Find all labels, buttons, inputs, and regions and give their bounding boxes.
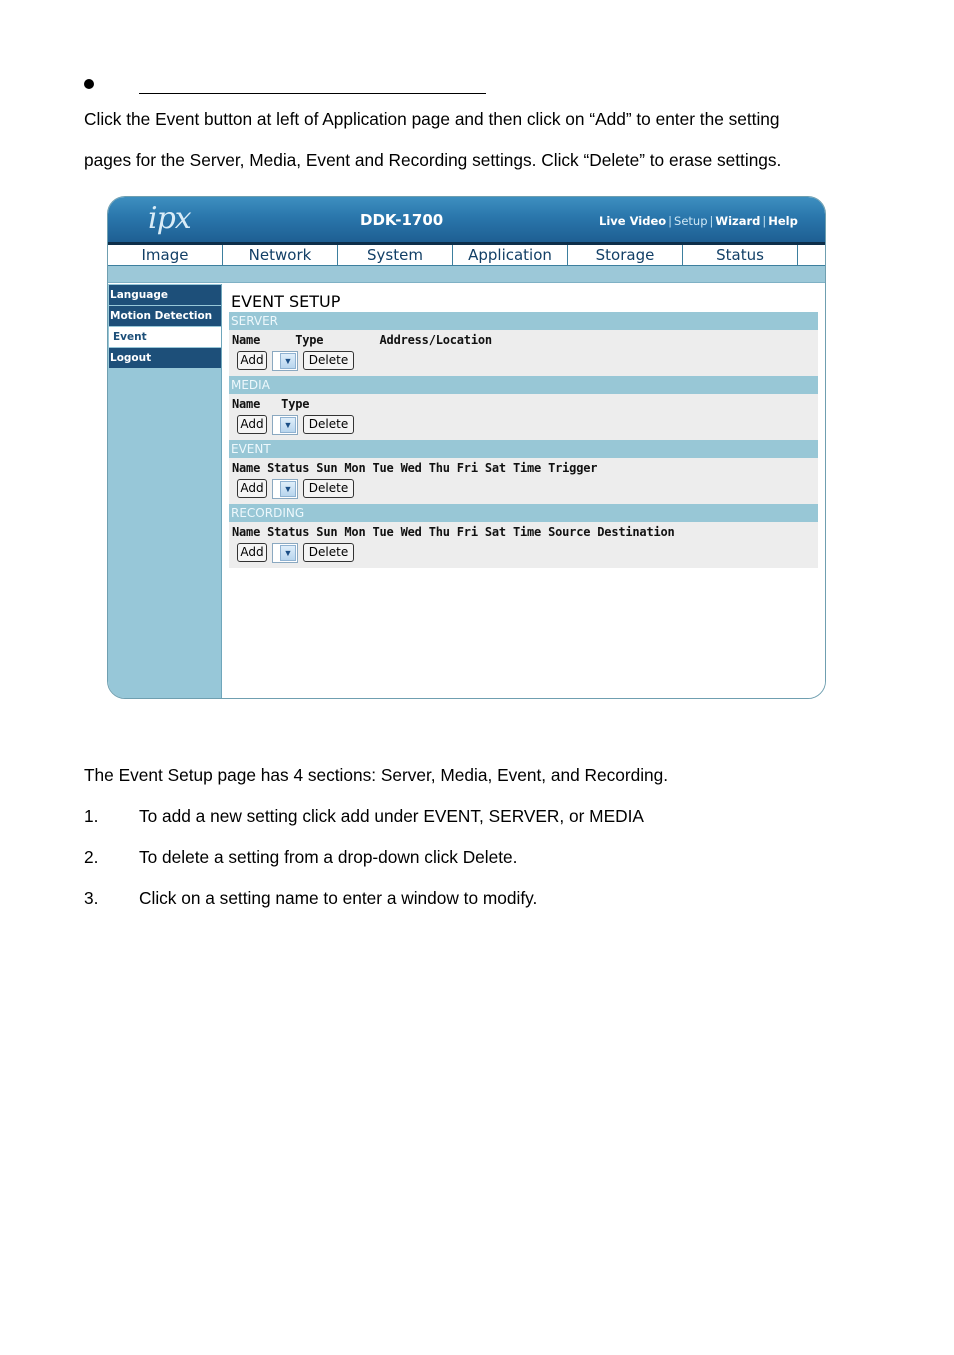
event-dropdown[interactable]: [272, 479, 298, 499]
bullet-dot: [84, 79, 94, 89]
server-delete-button[interactable]: Delete: [303, 351, 354, 370]
chevron-down-icon: ▼: [280, 353, 296, 369]
event-delete-button[interactable]: Delete: [303, 479, 354, 498]
media-add-button[interactable]: Add: [237, 415, 267, 434]
media-columns: Name Type: [232, 397, 310, 411]
server-add-button[interactable]: Add: [237, 351, 267, 370]
link-separator: |: [668, 214, 673, 228]
model-name: DDK-1700: [360, 211, 444, 229]
tab-storage[interactable]: Storage: [568, 245, 683, 265]
media-dropdown[interactable]: [272, 415, 298, 435]
tab-status[interactable]: Status: [683, 245, 798, 265]
header-bar: [108, 197, 825, 245]
sidebar-item-logout[interactable]: Logout: [109, 348, 221, 368]
link-separator: |: [709, 214, 714, 228]
page-title: EVENT SETUP: [231, 292, 341, 311]
sub-bar: [108, 266, 825, 283]
section-header-recording: RECORDING: [229, 504, 818, 522]
step-number: 1.: [84, 806, 99, 826]
server-dropdown[interactable]: [272, 351, 298, 371]
recording-delete-button[interactable]: Delete: [303, 543, 354, 562]
intro-line-2: pages for the Server, Media, Event and Recording settings. Click “Delete” to erase settings.: [84, 150, 782, 170]
section-event: [229, 458, 818, 504]
ipx-logo: ipx: [148, 201, 191, 236]
tab-system[interactable]: System: [338, 245, 453, 265]
step-text: To delete a setting from a drop-down click Delete.: [139, 847, 518, 867]
recording-add-button[interactable]: Add: [237, 543, 267, 562]
section-header-event: EVENT: [229, 440, 818, 458]
tab-image[interactable]: Image: [108, 245, 223, 265]
wizard-link[interactable]: Wizard: [715, 214, 761, 228]
live-video-link[interactable]: Live Video: [599, 214, 667, 228]
chevron-down-icon: ▼: [280, 417, 296, 433]
summary-text: The Event Setup page has 4 sections: Server, Media, Event, and Recording.: [84, 765, 669, 785]
step-number: 2.: [84, 847, 99, 867]
media-delete-button[interactable]: Delete: [303, 415, 354, 434]
section-recording: [229, 522, 818, 568]
section-server: [229, 330, 818, 376]
main-tabs: [108, 245, 825, 266]
step-text: Click on a setting name to enter a window to modify.: [139, 888, 538, 908]
section-media: [229, 394, 818, 440]
step-number: 3.: [84, 888, 99, 908]
event-add-button[interactable]: Add: [237, 479, 267, 498]
chevron-down-icon: ▼: [280, 481, 296, 497]
step-text: To add a new setting click add under EVENT, SERVER, or MEDIA: [139, 806, 644, 826]
top-links: [599, 214, 798, 228]
link-separator: |: [762, 214, 767, 228]
server-columns: Name Type Address/Location: [232, 333, 492, 347]
help-link[interactable]: Help: [768, 214, 798, 228]
tab-network[interactable]: Network: [223, 245, 338, 265]
tab-application[interactable]: Application: [453, 245, 568, 265]
section-header-media: MEDIA: [229, 376, 818, 394]
recording-dropdown[interactable]: [272, 543, 298, 563]
sidebar-item-language[interactable]: Language: [109, 285, 221, 305]
event-setup-screenshot: [107, 196, 826, 699]
sidebar-item-motion-detection[interactable]: Motion Detection: [109, 306, 221, 326]
sidebar-item-event[interactable]: Event: [109, 327, 221, 347]
chevron-down-icon: ▼: [280, 545, 296, 561]
recording-columns: Name Status Sun Mon Tue Wed Thu Fri Sat Time Source Destination: [232, 525, 675, 539]
main-content: [223, 284, 825, 699]
setup-link[interactable]: Setup: [674, 214, 708, 228]
sidebar: [108, 284, 222, 699]
event-columns: Name Status Sun Mon Tue Wed Thu Fri Sat Time Trigger: [232, 461, 598, 475]
heading-underline: [139, 93, 486, 94]
section-header-server: SERVER: [229, 312, 818, 330]
intro-line-1: Click the Event button at left of Application page and then click on “Add” to enter the setting: [84, 109, 780, 129]
